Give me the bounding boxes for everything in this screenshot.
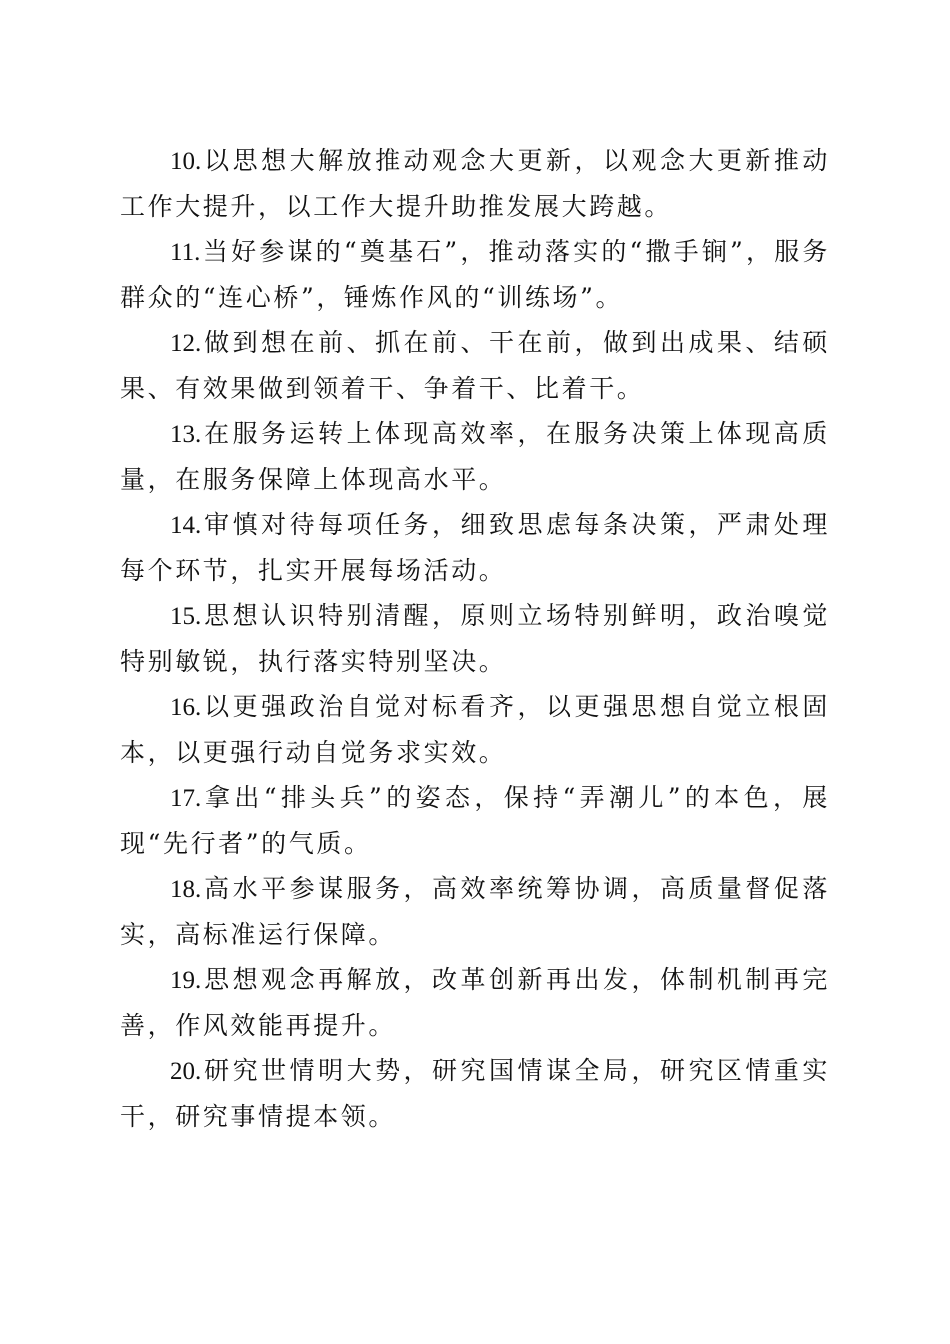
list-item: [120, 229, 830, 320]
item-text: 以更强政治自觉对标看齐，以更强思想自觉立根固本，以更强行动自觉务求实效。: [120, 692, 830, 767]
item-number: 12.: [170, 330, 202, 357]
item-number: 13.: [170, 421, 202, 448]
item-text: 在服务运转上体现高效率，在服务决策上体现高质量，在服务保障上体现高水平。: [120, 419, 830, 494]
item-number: 16.: [170, 694, 202, 721]
item-number: 15.: [170, 603, 202, 630]
item-text: 思想认识特别清醒，原则立场特别鲜明，政治嗅觉特别敏锐，执行落实特别坚决。: [120, 601, 830, 676]
item-text: 思想观念再解放，改革创新再出发，体制机制再完善，作风效能再提升。: [120, 965, 830, 1040]
list-item: [120, 775, 830, 866]
list-item: [120, 1048, 830, 1139]
item-number: 10.: [170, 148, 202, 175]
list-item: [120, 866, 830, 957]
item-text: 研究世情明大势，研究国情谋全局，研究区情重实干，研究事情提本领。: [120, 1056, 830, 1131]
item-text: 高水平参谋服务，高效率统筹协调，高质量督促落实，高标准运行保障。: [120, 874, 830, 949]
list-item: [120, 957, 830, 1048]
list-item: [120, 138, 830, 229]
item-number: 17.: [170, 785, 202, 812]
document-body: [120, 138, 830, 1139]
item-text: 当好参谋的“奠基石”，推动落实的“撒手锏”，服务群众的“连心桥”，锤炼作风的“训练场”。: [120, 237, 830, 312]
list-item: [120, 593, 830, 684]
list-item: [120, 320, 830, 411]
item-text: 以思想大解放推动观念大更新，以观念大更新推动工作大提升，以工作大提升助推发展大跨越。: [120, 146, 830, 221]
item-number: 11.: [170, 239, 201, 266]
item-number: 18.: [170, 876, 202, 903]
item-text: 拿出“排头兵”的姿态，保持“弄潮儿”的本色，展现“先行者”的气质。: [120, 783, 830, 858]
list-item: [120, 684, 830, 775]
item-text: 做到想在前、抓在前、干在前，做到出成果、结硕果、有效果做到领着干、争着干、比着干。: [120, 328, 830, 403]
item-text: 审慎对待每项任务，细致思虑每条决策，严肃处理每个环节，扎实开展每场活动。: [120, 510, 830, 585]
item-number: 14.: [170, 512, 202, 539]
list-item: [120, 411, 830, 502]
item-number: 19.: [170, 967, 202, 994]
item-number: 20.: [170, 1058, 202, 1085]
list-item: [120, 502, 830, 593]
